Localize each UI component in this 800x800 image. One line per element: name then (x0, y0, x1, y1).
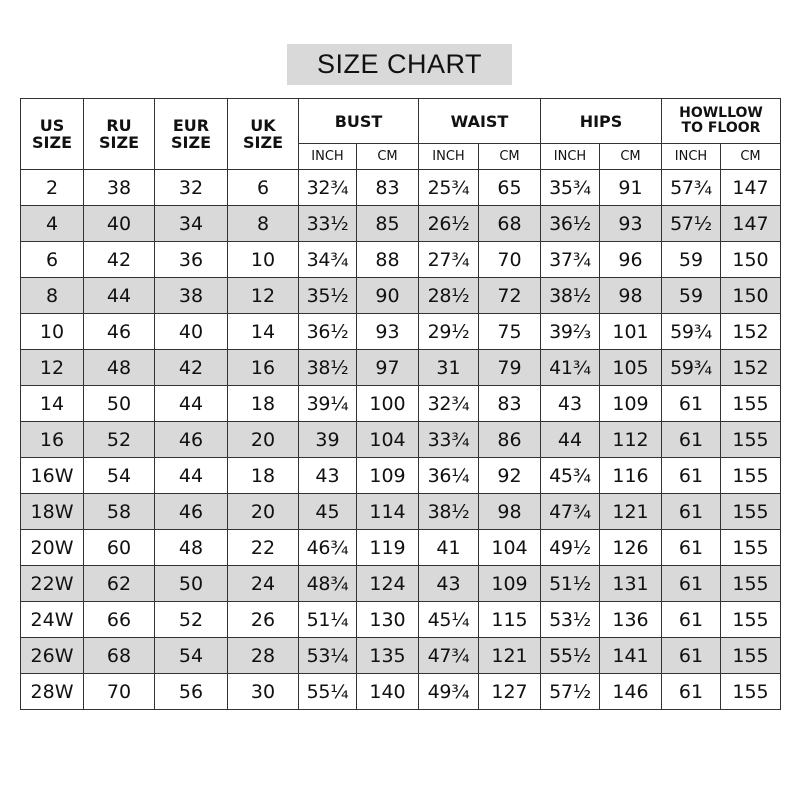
hollow-inch-cell: 61 (662, 530, 721, 566)
bust-inch-header: INCH (299, 144, 357, 170)
table-row (21, 170, 781, 206)
bust-inch-cell: 45 (299, 494, 357, 530)
ru-size-cell: 40 (84, 206, 155, 242)
uk-size-cell: 20 (228, 494, 299, 530)
ru-size-cell: 46 (84, 314, 155, 350)
waist-inch-cell: 25¾ (419, 170, 479, 206)
hollow-cm-cell: 150 (721, 278, 781, 314)
hollow-cm-cell: 155 (721, 422, 781, 458)
bust-cm-cell: 119 (357, 530, 419, 566)
hips-inch-cell: 38½ (541, 278, 600, 314)
bust-cm-cell: 135 (357, 638, 419, 674)
uk-size-cell: 20 (228, 422, 299, 458)
waist-inch-cell: 45¼ (419, 602, 479, 638)
waist-cm-cell: 104 (479, 530, 541, 566)
table-row (21, 350, 781, 386)
hollow-cm-cell: 150 (721, 242, 781, 278)
uk-size-cell: 14 (228, 314, 299, 350)
bust-cm-cell: 83 (357, 170, 419, 206)
waist-inch-cell: 41 (419, 530, 479, 566)
hips-inch-cell: 43 (541, 386, 600, 422)
eur-size-header: EUR SIZE (155, 99, 228, 170)
eur-size-cell: 48 (155, 530, 228, 566)
hollow-inch-cell: 61 (662, 458, 721, 494)
hips-cm-cell: 96 (600, 242, 662, 278)
hips-inch-header: INCH (541, 144, 600, 170)
eur-size-cell: 46 (155, 422, 228, 458)
bust-inch-cell: 35½ (299, 278, 357, 314)
us-size-cell: 8 (21, 278, 84, 314)
hollow-cm-cell: 152 (721, 350, 781, 386)
us-size-cell: 26W (21, 638, 84, 674)
waist-cm-cell: 70 (479, 242, 541, 278)
table-row (21, 386, 781, 422)
hips-cm-cell: 116 (600, 458, 662, 494)
hips-cm-cell: 131 (600, 566, 662, 602)
hollow-inch-cell: 61 (662, 638, 721, 674)
hollow-inch-cell: 61 (662, 674, 721, 710)
hollow-cm-header: CM (721, 144, 781, 170)
hips-inch-cell: 51½ (541, 566, 600, 602)
hollow-inch-cell: 61 (662, 422, 721, 458)
uk-size-cell: 26 (228, 602, 299, 638)
bust-cm-cell: 88 (357, 242, 419, 278)
bust-inch-cell: 48¾ (299, 566, 357, 602)
table-row (21, 278, 781, 314)
us-size-cell: 24W (21, 602, 84, 638)
uk-size-cell: 30 (228, 674, 299, 710)
hips-inch-cell: 49½ (541, 530, 600, 566)
us-size-cell: 2 (21, 170, 84, 206)
bust-inch-cell: 43 (299, 458, 357, 494)
uk-size-header: UK SIZE (228, 99, 299, 170)
ru-size-cell: 38 (84, 170, 155, 206)
waist-inch-cell: 26½ (419, 206, 479, 242)
ru-size-cell: 48 (84, 350, 155, 386)
eur-size-cell: 56 (155, 674, 228, 710)
eur-size-cell: 44 (155, 458, 228, 494)
hollow-cm-cell: 155 (721, 494, 781, 530)
waist-inch-cell: 33¾ (419, 422, 479, 458)
bust-cm-cell: 90 (357, 278, 419, 314)
hips-cm-cell: 126 (600, 530, 662, 566)
hollow-cm-cell: 147 (721, 206, 781, 242)
hips-cm-cell: 91 (600, 170, 662, 206)
hollow-inch-cell: 59 (662, 278, 721, 314)
hips-cm-cell: 146 (600, 674, 662, 710)
page-title: SIZE CHART (316, 49, 483, 79)
eur-size-cell: 46 (155, 494, 228, 530)
table-row (21, 422, 781, 458)
hollow-inch-cell: 59¾ (662, 350, 721, 386)
bust-cm-cell: 109 (357, 458, 419, 494)
hips-inch-cell: 44 (541, 422, 600, 458)
uk-size-cell: 22 (228, 530, 299, 566)
ru-size-cell: 50 (84, 386, 155, 422)
bust-inch-cell: 38½ (299, 350, 357, 386)
eur-size-cell: 54 (155, 638, 228, 674)
waist-inch-cell: 27¾ (419, 242, 479, 278)
ru-size-cell: 58 (84, 494, 155, 530)
uk-size-cell: 28 (228, 638, 299, 674)
hollow-inch-cell: 61 (662, 566, 721, 602)
uk-size-cell: 24 (228, 566, 299, 602)
hips-cm-cell: 121 (600, 494, 662, 530)
eur-size-cell: 32 (155, 170, 228, 206)
waist-cm-cell: 115 (479, 602, 541, 638)
uk-size-cell: 10 (228, 242, 299, 278)
bust-cm-cell: 100 (357, 386, 419, 422)
hips-inch-cell: 35¾ (541, 170, 600, 206)
waist-cm-cell: 86 (479, 422, 541, 458)
eur-size-cell: 36 (155, 242, 228, 278)
waist-cm-cell: 83 (479, 386, 541, 422)
table-row (21, 494, 781, 530)
eur-size-cell: 38 (155, 278, 228, 314)
hips-cm-cell: 93 (600, 206, 662, 242)
hollow-to-floor-header: HOWLLOW TO FLOOR (662, 99, 781, 144)
bust-inch-cell: 55¼ (299, 674, 357, 710)
table-row (21, 242, 781, 278)
waist-cm-cell: 68 (479, 206, 541, 242)
waist-cm-cell: 65 (479, 170, 541, 206)
table-row (21, 314, 781, 350)
bust-inch-cell: 51¼ (299, 602, 357, 638)
waist-cm-cell: 75 (479, 314, 541, 350)
hips-inch-cell: 45¾ (541, 458, 600, 494)
hips-cm-cell: 112 (600, 422, 662, 458)
table-row (21, 566, 781, 602)
us-size-cell: 20W (21, 530, 84, 566)
waist-cm-cell: 109 (479, 566, 541, 602)
table-row (21, 674, 781, 710)
hollow-inch-cell: 59 (662, 242, 721, 278)
ru-size-cell: 70 (84, 674, 155, 710)
waist-cm-cell: 92 (479, 458, 541, 494)
hollow-inch-cell: 57¾ (662, 170, 721, 206)
us-size-cell: 6 (21, 242, 84, 278)
table-row (21, 602, 781, 638)
bust-cm-cell: 140 (357, 674, 419, 710)
waist-inch-cell: 29½ (419, 314, 479, 350)
ru-size-cell: 54 (84, 458, 155, 494)
bust-cm-cell: 124 (357, 566, 419, 602)
hollow-cm-cell: 147 (721, 170, 781, 206)
waist-cm-cell: 121 (479, 638, 541, 674)
bust-cm-cell: 93 (357, 314, 419, 350)
hips-inch-cell: 39⅔ (541, 314, 600, 350)
waist-inch-cell: 38½ (419, 494, 479, 530)
table-row (21, 458, 781, 494)
uk-size-cell: 8 (228, 206, 299, 242)
hips-cm-cell: 136 (600, 602, 662, 638)
hollow-cm-cell: 155 (721, 386, 781, 422)
bust-inch-cell: 32¾ (299, 170, 357, 206)
bust-inch-cell: 33½ (299, 206, 357, 242)
hollow-inch-cell: 61 (662, 602, 721, 638)
eur-size-cell: 50 (155, 566, 228, 602)
us-size-cell: 10 (21, 314, 84, 350)
table-row (21, 206, 781, 242)
hollow-inch-cell: 57½ (662, 206, 721, 242)
us-size-cell: 18W (21, 494, 84, 530)
waist-cm-cell: 127 (479, 674, 541, 710)
hips-cm-cell: 105 (600, 350, 662, 386)
hips-cm-cell: 98 (600, 278, 662, 314)
waist-inch-cell: 31 (419, 350, 479, 386)
ru-size-cell: 44 (84, 278, 155, 314)
bust-inch-cell: 39¼ (299, 386, 357, 422)
hips-inch-cell: 47¾ (541, 494, 600, 530)
hips-cm-cell: 141 (600, 638, 662, 674)
ru-size-header: RU SIZE (84, 99, 155, 170)
waist-header: WAIST (419, 99, 541, 144)
hollow-cm-cell: 155 (721, 566, 781, 602)
ru-size-cell: 66 (84, 602, 155, 638)
waist-inch-header: INCH (419, 144, 479, 170)
waist-inch-cell: 32¾ (419, 386, 479, 422)
table-row (21, 530, 781, 566)
us-size-cell: 16 (21, 422, 84, 458)
uk-size-cell: 18 (228, 458, 299, 494)
hollow-cm-cell: 152 (721, 314, 781, 350)
bust-header: BUST (299, 99, 419, 144)
bust-cm-cell: 85 (357, 206, 419, 242)
bust-cm-cell: 104 (357, 422, 419, 458)
hollow-cm-cell: 155 (721, 638, 781, 674)
waist-cm-cell: 72 (479, 278, 541, 314)
bust-inch-cell: 36½ (299, 314, 357, 350)
hollow-inch-cell: 61 (662, 386, 721, 422)
us-size-cell: 12 (21, 350, 84, 386)
us-size-cell: 22W (21, 566, 84, 602)
bust-cm-cell: 114 (357, 494, 419, 530)
hollow-cm-cell: 155 (721, 674, 781, 710)
bust-cm-cell: 97 (357, 350, 419, 386)
eur-size-cell: 42 (155, 350, 228, 386)
hollow-inch-cell: 59¾ (662, 314, 721, 350)
us-size-cell: 14 (21, 386, 84, 422)
waist-inch-cell: 36¼ (419, 458, 479, 494)
hips-inch-cell: 36½ (541, 206, 600, 242)
waist-cm-cell: 98 (479, 494, 541, 530)
ru-size-cell: 60 (84, 530, 155, 566)
hips-header: HIPS (541, 99, 662, 144)
uk-size-cell: 12 (228, 278, 299, 314)
ru-size-cell: 52 (84, 422, 155, 458)
eur-size-cell: 34 (155, 206, 228, 242)
waist-inch-cell: 49¾ (419, 674, 479, 710)
ru-size-cell: 68 (84, 638, 155, 674)
eur-size-cell: 52 (155, 602, 228, 638)
hips-inch-cell: 41¾ (541, 350, 600, 386)
hollow-cm-cell: 155 (721, 458, 781, 494)
uk-size-cell: 6 (228, 170, 299, 206)
bust-inch-cell: 39 (299, 422, 357, 458)
bust-inch-cell: 53¼ (299, 638, 357, 674)
waist-cm-cell: 79 (479, 350, 541, 386)
hips-inch-cell: 55½ (541, 638, 600, 674)
us-size-cell: 16W (21, 458, 84, 494)
header-row (21, 99, 781, 144)
eur-size-cell: 40 (155, 314, 228, 350)
bust-inch-cell: 34¾ (299, 242, 357, 278)
waist-cm-header: CM (479, 144, 541, 170)
hips-inch-cell: 53½ (541, 602, 600, 638)
bust-cm-header: CM (357, 144, 419, 170)
waist-inch-cell: 28½ (419, 278, 479, 314)
waist-inch-cell: 43 (419, 566, 479, 602)
hollow-cm-cell: 155 (721, 530, 781, 566)
hips-inch-cell: 57½ (541, 674, 600, 710)
us-size-cell: 28W (21, 674, 84, 710)
hips-cm-header: CM (600, 144, 662, 170)
uk-size-cell: 16 (228, 350, 299, 386)
table-row (21, 638, 781, 674)
waist-inch-cell: 47¾ (419, 638, 479, 674)
title-banner (287, 44, 512, 85)
us-size-header: US SIZE (21, 99, 84, 170)
hollow-inch-header: INCH (662, 144, 721, 170)
bust-cm-cell: 130 (357, 602, 419, 638)
uk-size-cell: 18 (228, 386, 299, 422)
size-chart-table (20, 98, 781, 710)
hollow-inch-cell: 61 (662, 494, 721, 530)
bust-inch-cell: 46¾ (299, 530, 357, 566)
eur-size-cell: 44 (155, 386, 228, 422)
ru-size-cell: 42 (84, 242, 155, 278)
hips-cm-cell: 101 (600, 314, 662, 350)
hollow-cm-cell: 155 (721, 602, 781, 638)
us-size-cell: 4 (21, 206, 84, 242)
hips-cm-cell: 109 (600, 386, 662, 422)
ru-size-cell: 62 (84, 566, 155, 602)
hips-inch-cell: 37¾ (541, 242, 600, 278)
